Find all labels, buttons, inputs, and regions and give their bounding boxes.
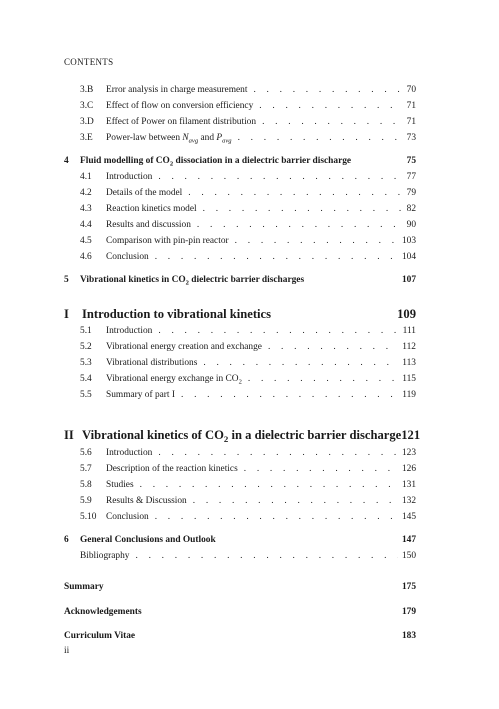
entry-title: Studies — [106, 480, 134, 490]
entry-title: Effect of flow on conversion efficiency — [106, 101, 254, 111]
entry-title: Bibliography — [80, 551, 130, 562]
part-title — [82, 428, 402, 445]
leader-dots — [262, 118, 403, 127]
subscript: 2 — [185, 279, 189, 287]
chapter-number: 5 — [64, 275, 69, 286]
entry-page: 131 — [401, 480, 416, 490]
toc-entry[interactable] — [64, 189, 416, 205]
math-var: P — [216, 133, 223, 143]
entry-title: Comparison with pin-pin reactor — [106, 236, 229, 247]
toc-entry[interactable] — [64, 375, 416, 391]
entry-title: Conclusion — [106, 512, 149, 522]
entry-number: 5.1 — [80, 326, 92, 337]
entry-number: 5.8 — [80, 480, 92, 490]
entry-page: 175 — [401, 582, 416, 593]
toc-entry[interactable] — [64, 449, 416, 465]
math-sub: avg — [188, 137, 199, 145]
title-text: Vibrational energy exchange in CO — [106, 374, 239, 385]
entry-page: 123 — [401, 448, 416, 458]
entry-number: 4.6 — [80, 252, 92, 263]
toc-entry[interactable] — [64, 118, 416, 134]
toc-entry-bibliography[interactable] — [64, 552, 416, 568]
leader-dots — [181, 391, 398, 400]
title-text: dissociation in a dielectric barrier discharge — [173, 156, 352, 166]
toc-entry[interactable] — [64, 134, 416, 150]
entry-number: 4.1 — [80, 172, 92, 183]
entry-page: 132 — [401, 496, 416, 506]
entry-page: 145 — [401, 512, 416, 522]
toc-entry[interactable] — [64, 465, 416, 481]
subscript: 2 — [238, 378, 242, 386]
subscript: 2 — [223, 434, 229, 445]
entry-number: 4.4 — [80, 220, 92, 231]
leader-dots — [244, 465, 398, 474]
part-number: I — [64, 306, 69, 321]
part-page: 121 — [401, 428, 421, 443]
page-number: ii — [64, 646, 70, 656]
toc-entry[interactable] — [64, 221, 416, 237]
running-head: CONTENTS — [64, 57, 114, 67]
toc-entry[interactable] — [64, 497, 416, 513]
entry-title: Introduction — [106, 172, 153, 183]
toc-entry[interactable] — [64, 513, 416, 529]
leader-dots — [268, 343, 398, 352]
leader-dots — [253, 86, 402, 95]
entry-page: 183 — [401, 631, 416, 642]
leader-dots — [248, 375, 398, 384]
entry-title: Results & Discussion — [106, 496, 187, 506]
entry-number: 5.2 — [80, 342, 92, 353]
entry-page: 111 — [402, 326, 416, 337]
chapter-page: 75 — [406, 156, 416, 166]
entry-number: 5.4 — [80, 374, 92, 385]
entry-title: Acknowledgements — [64, 606, 142, 617]
title-text: Power-law between — [106, 133, 183, 143]
chapter-number: 6 — [64, 535, 69, 545]
toc-chapter[interactable] — [64, 276, 416, 285]
math-var: N — [182, 133, 189, 143]
leader-dots — [203, 205, 403, 214]
entry-title: Conclusion — [106, 252, 149, 263]
toc-entry[interactable] — [64, 237, 416, 253]
title-text: Fluid modelling of CO — [80, 156, 170, 166]
entry-number: 3.E — [80, 133, 93, 143]
entry-page: 90 — [406, 220, 416, 231]
entry-page: 119 — [402, 390, 416, 401]
chapter-title: General Conclusions and Outlook — [80, 535, 216, 545]
entry-title: Effect of Power on filament distribution — [106, 117, 257, 127]
entry-page: 150 — [401, 551, 416, 562]
leader-dots — [193, 497, 398, 506]
table-of-contents — [64, 85, 421, 642]
part-number: II — [64, 428, 74, 443]
entry-number: 5.3 — [80, 358, 92, 369]
chapter-page: 107 — [401, 275, 416, 286]
entry-title: Vibrational distributions — [106, 358, 198, 369]
toc-entry[interactable] — [64, 253, 416, 269]
entry-title: Summary — [64, 582, 104, 593]
title-text: Vibrational kinetics of CO — [82, 428, 224, 443]
leader-dots — [203, 359, 398, 368]
chapter-title — [80, 276, 402, 285]
entry-number: 3.B — [80, 85, 94, 95]
entry-title: Introduction — [106, 326, 153, 337]
entry-title: Summary of part I — [106, 390, 175, 401]
chapter-title — [80, 157, 407, 166]
leader-dots — [238, 134, 403, 143]
title-text: Vibrational kinetics in CO — [80, 275, 186, 286]
title-text: and — [198, 133, 217, 143]
toc-entry[interactable] — [64, 391, 416, 407]
entry-number: 3.C — [80, 101, 94, 111]
entry-number: 5.7 — [80, 464, 92, 474]
toc-part[interactable] — [64, 428, 421, 445]
entry-page: 77 — [406, 172, 416, 183]
entry-title: Reaction kinetics model — [106, 204, 197, 215]
entry-page: 79 — [406, 188, 416, 199]
entry-number: 3.D — [80, 117, 94, 127]
entry-number: 4.3 — [80, 204, 92, 215]
entry-page: 71 — [406, 117, 416, 127]
chapter-number: 4 — [64, 156, 69, 166]
part-page: 109 — [397, 306, 416, 321]
entry-title: Error analysis in charge measurement — [106, 85, 248, 95]
entry-page: 71 — [406, 101, 416, 111]
leader-dots — [155, 253, 398, 262]
entry-page: 179 — [401, 606, 416, 617]
leader-dots — [188, 189, 402, 198]
entry-number: 5.9 — [80, 496, 92, 506]
entry-page: 82 — [406, 204, 416, 215]
leader-dots — [235, 237, 398, 246]
toc-entry[interactable] — [64, 173, 416, 189]
entry-number: 4.2 — [80, 188, 92, 199]
subscript: 2 — [169, 160, 174, 168]
toc-entry[interactable] — [64, 86, 416, 102]
entry-number: 4.5 — [80, 236, 92, 247]
leader-dots — [158, 327, 398, 336]
chapter-page: 147 — [401, 535, 416, 545]
entry-title: Description of the reaction kinetics — [106, 464, 238, 474]
entry-page: 113 — [402, 358, 416, 369]
entry-title: Results and discussion — [106, 220, 191, 231]
entry-page: 115 — [402, 374, 416, 385]
entry-title: Details of the model — [106, 188, 183, 199]
entry-page: 104 — [401, 252, 416, 263]
toc-entry[interactable] — [64, 327, 416, 343]
toc-chapter[interactable] — [64, 157, 416, 166]
title-text: in a dielectric barrier discharge — [228, 428, 402, 443]
toc-entry[interactable] — [64, 205, 416, 221]
entry-title — [106, 375, 242, 384]
entry-page: 112 — [402, 342, 416, 353]
entry-title: Curriculum Vitae — [64, 631, 136, 642]
entry-title: Introduction — [106, 448, 153, 458]
leader-dots — [135, 552, 397, 561]
leader-dots — [259, 102, 402, 111]
leader-dots — [140, 481, 398, 490]
leader-dots — [197, 221, 403, 230]
toc-acknowledgements[interactable] — [64, 608, 416, 617]
leader-dots — [158, 173, 402, 182]
toc-entry[interactable] — [64, 481, 416, 497]
part-title: Introduction to vibrational kinetics — [82, 306, 272, 321]
toc-entry[interactable] — [64, 359, 416, 375]
entry-page: 103 — [401, 236, 416, 247]
toc-chapter[interactable] — [64, 536, 416, 545]
leader-dots — [158, 449, 398, 458]
toc-part[interactable] — [64, 308, 416, 321]
entry-title: Vibrational energy creation and exchange — [106, 342, 262, 353]
entry-number: 5.10 — [80, 512, 97, 522]
toc-entry[interactable] — [64, 343, 416, 359]
toc-summary[interactable] — [64, 583, 416, 592]
toc-curriculum-vitae[interactable] — [64, 632, 416, 641]
title-text: dielectric barrier discharges — [188, 275, 305, 286]
entry-page: 70 — [406, 85, 416, 95]
entry-page: 126 — [401, 464, 416, 474]
entry-number: 5.5 — [80, 390, 92, 401]
toc-entry[interactable] — [64, 102, 416, 118]
leader-dots — [155, 513, 398, 522]
math-sub: avg — [222, 137, 232, 145]
entry-page: 73 — [406, 133, 416, 143]
entry-title — [106, 134, 232, 143]
entry-number: 5.6 — [80, 448, 92, 458]
